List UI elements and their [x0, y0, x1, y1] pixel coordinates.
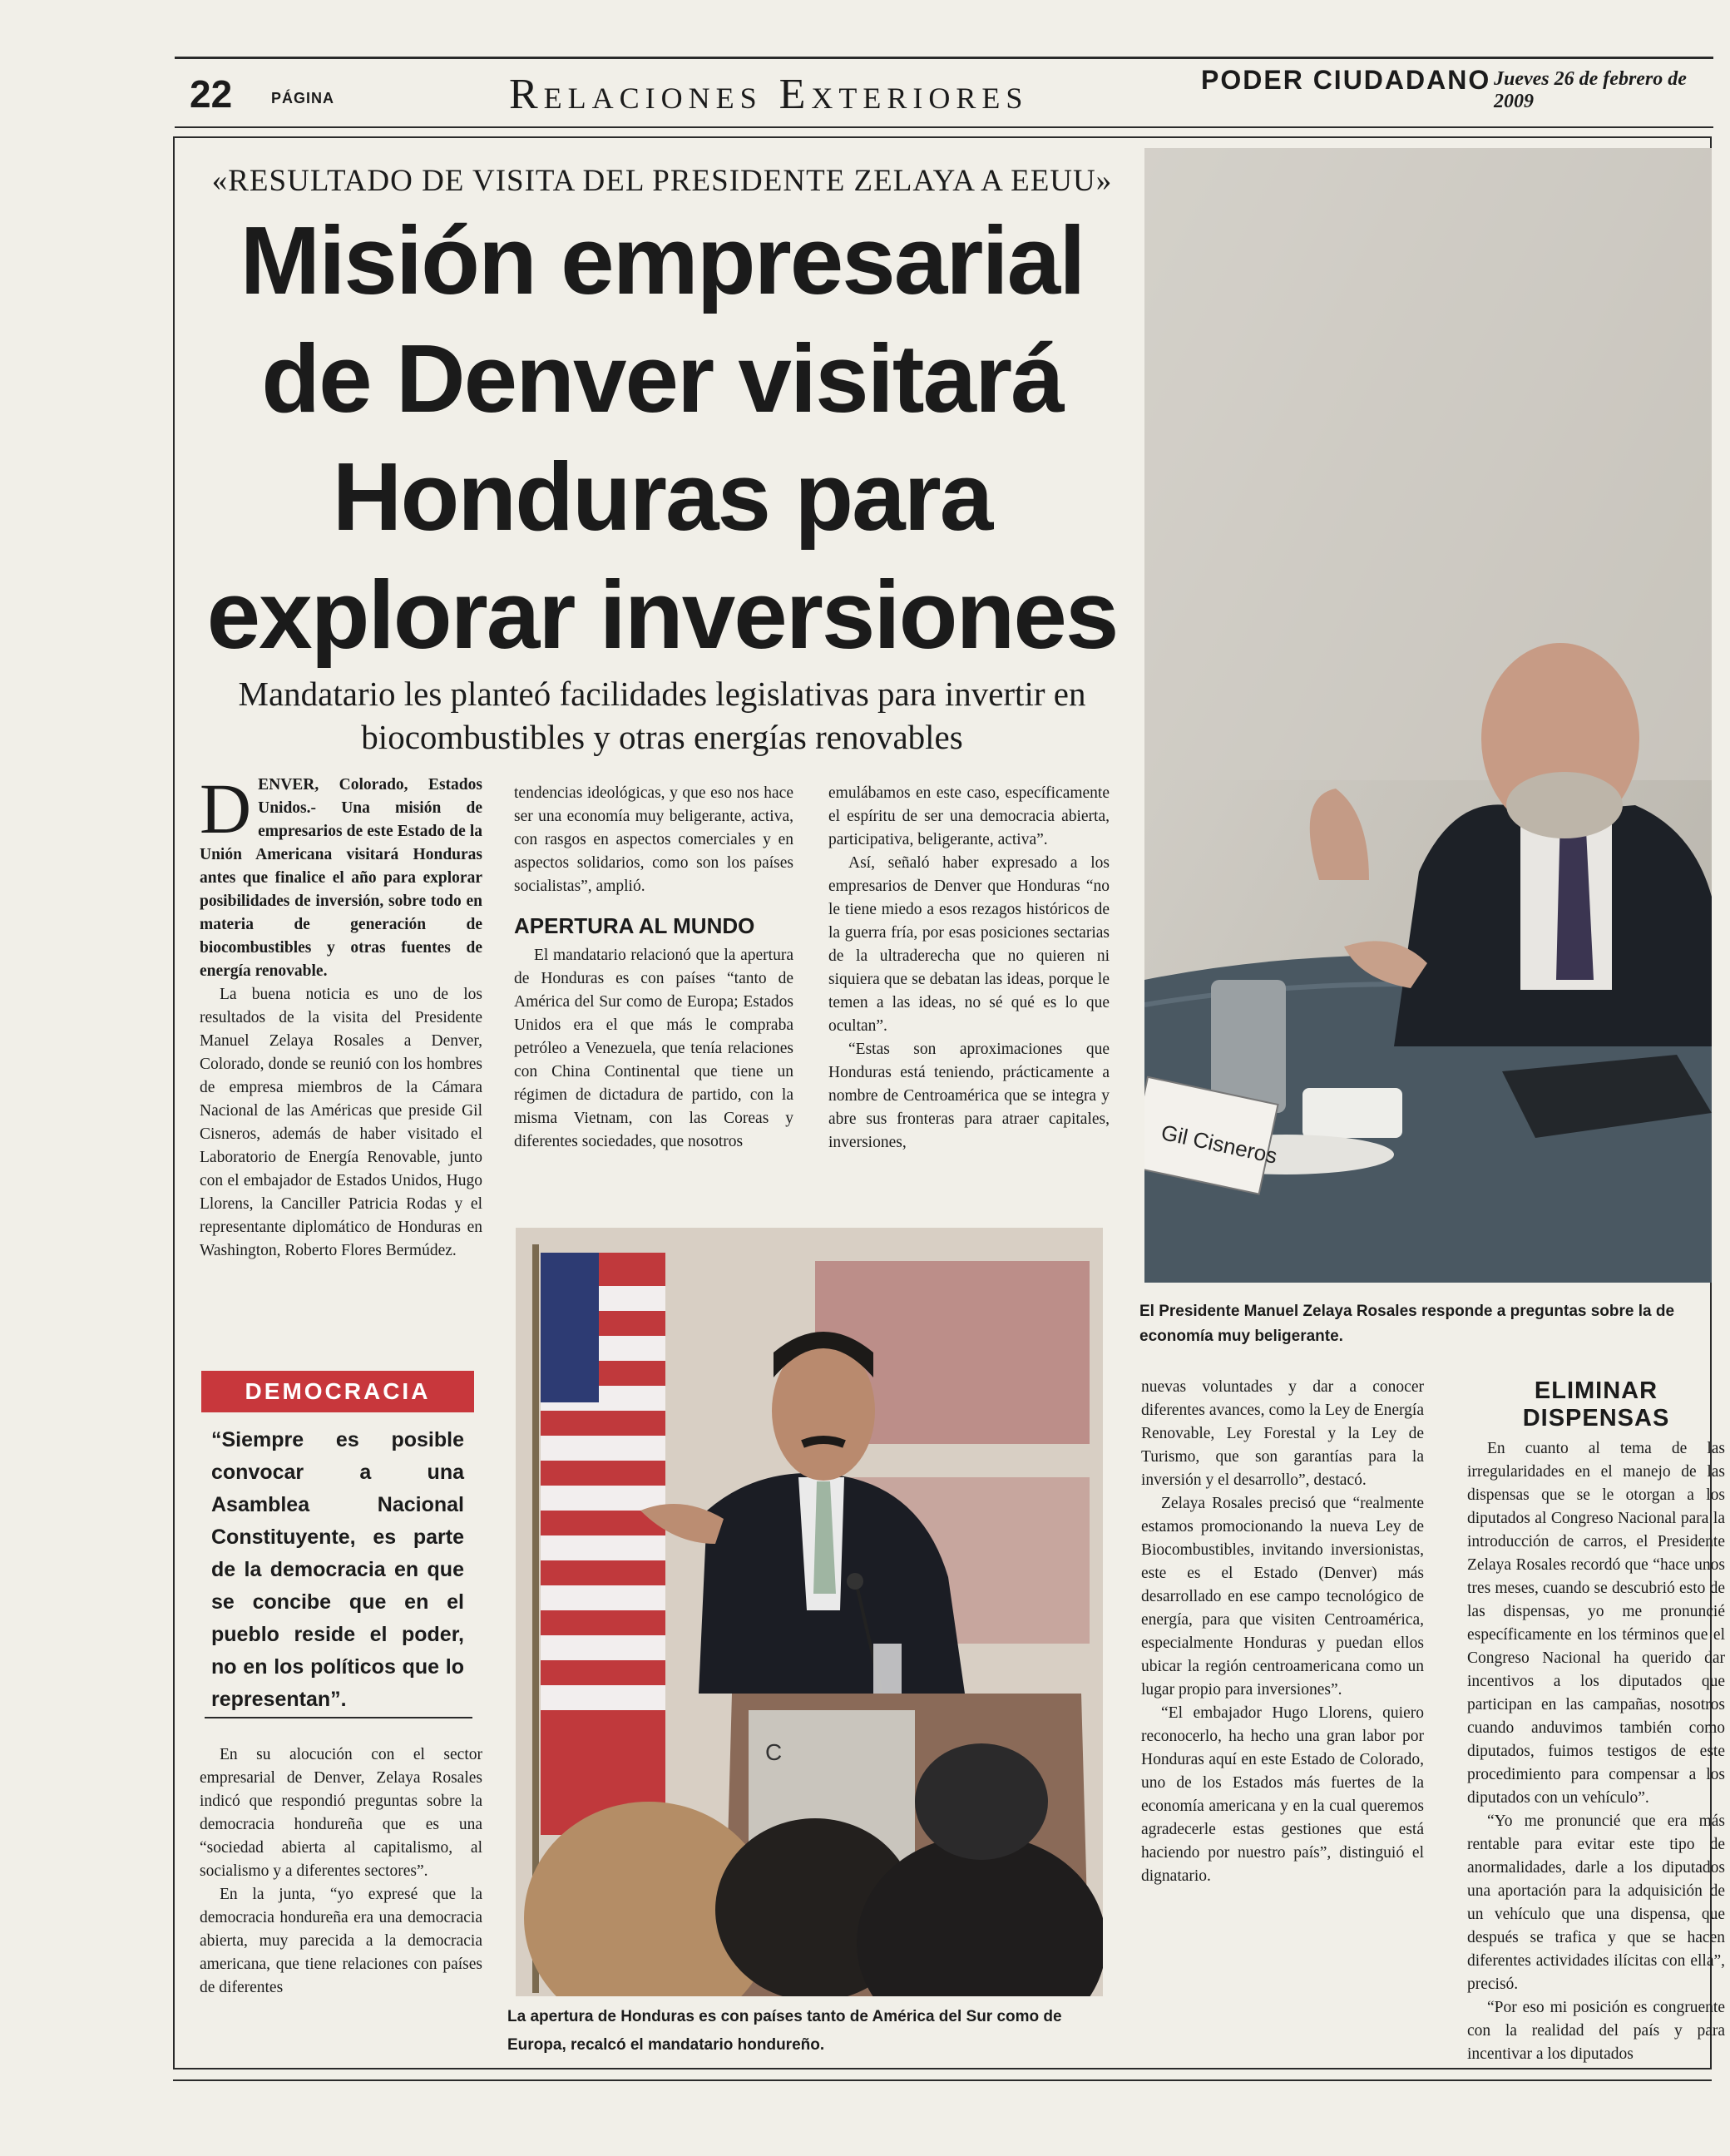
column-3	[828, 782, 1110, 1155]
subtitle-apertura: APERTURA AL MUNDO	[514, 913, 755, 938]
body-paragraph: “El embajador Hugo Llorens, quiero reconocerlo, ha hecho una gran labor por Honduras aquí en este Estado de Colorado, uno de los Estados más fuertes de la economía americana y en la cual queremos agradecerle estas gestiones que está haciendo por nuestro país”, distinguió el dignatario.	[1141, 1704, 1424, 1885]
lede-text: ENVER, Colorado, Estados Unidos.- Una misión de empresarios de este Estado de la Unión Americana visitará Honduras antes que finalice el año para explorar posibilidades de inversión, sobre todo en materia de generación de biocombustibles y otras fuentes de energía renovable.	[200, 776, 482, 980]
body-paragraph: El mandatario relacionó que la apertura de Honduras es con países “tanto de América del Sur como de Europa; Estados Unidos era el que más le compraba petróleo a Venezuela, que tenía relaciones con China Continental que tiene un régimen de dictadura de partido, con la misma Vietnam, con las Coreas y diferentes sociedades, que nosotros	[514, 947, 793, 1150]
body-paragraph: Así, señaló haber expresado a los empresarios de Denver que Honduras “no le tiene miedo a esos rezagos históricos de la guerra fría, por esas posiciones sectarias de la ultraderecha que no quieren ni siquiera que se debatan las ideas, porque le temen a las ideas, no sé qué es lo que ocultan”.	[828, 854, 1110, 1035]
body-paragraph: En cuanto al tema de las irregularidades en el manejo de las dispensas que se le otorgan a los diputados al Congreso Nacional para la introducción de carros, el Presidente Zelaya Rosales recordó que “hace unos tres meses, cuando se descubrió esto de las dispensas, yo me pronuncié específicamente en los términos que el Congreso Nacional ha querido dar incentivos a los diputados que participan en las campañas, nosotros cuando anduvimos también como diputados, fuimos testigos de este procedimiento para compensar a los diputados con un vehículo”.	[1467, 1440, 1725, 1807]
photo-seated-speaker	[1144, 148, 1712, 1283]
svg-text:C: C	[765, 1739, 783, 1765]
photo-caption-2: La apertura de Honduras es con países tanto de América del Sur como de Europa, recalcó el mandatario hondureño.	[507, 2008, 1062, 2054]
nameplate-text: Gil Cisneros	[1159, 1119, 1280, 1169]
article-subhead: Mandatario les planteó facilidades legislativas para invertir en biocombustibles y otras energías renovables	[238, 675, 1086, 756]
body-paragraph: emulábamos en este caso, específicamente el espíritu de ser una democracia abierta, participativa, beligerante, activa”.	[828, 784, 1110, 848]
body-paragraph: En la junta, “yo expresé que la democracia hondureña era una democracia abierta, muy parecida a la democracia americana, que tiene relaciones con países de diferentes	[200, 1886, 482, 1996]
column-5	[1467, 1377, 1725, 2066]
democracia-label: DEMOCRACIA	[201, 1371, 474, 1412]
column-4	[1141, 1376, 1424, 1888]
issue-date: Jueves 26 de febrero de 2009	[1494, 68, 1687, 112]
drop-cap: D	[200, 769, 252, 848]
photo-caption-1: El Presidente Manuel Zelaya Rosales responde a preguntas sobre la de economía muy beligerante.	[1139, 1303, 1675, 1345]
section-title: Relaciones Exteriores	[509, 71, 1029, 118]
body-paragraph: “Por eso mi posición es congruente con la realidad del país y para incentivar a los diputados	[1467, 1999, 1725, 2063]
subtitle-eliminar: ELIMINAR DISPENSAS	[1522, 1377, 1670, 1432]
headline-line: Misión empresarial	[240, 206, 1085, 314]
body-paragraph: En su alocución con el sector empresarial de Denver, Zelaya Rosales indicó que respondió preguntas sobre la democracia hondureña que es una “sociedad abierta al capitalismo, al socialismo y a diferentes sectores”.	[200, 1746, 482, 1880]
body-paragraph: “Estas son aproximaciones que Honduras está teniendo, prácticamente a nombre de Centroamérica que se integra y abre sus fronteras para atraer capitales, inversiones,	[828, 1041, 1110, 1151]
headline-line: Honduras para	[332, 443, 992, 551]
photo-podium-speaker	[516, 1228, 1103, 1996]
body-paragraph: tendencias ideológicas, y que eso nos hace ser una economía muy beligerante, activa, con rasgos en aspectos comerciales y en aspectos solidarios, como son los países socialistas”, amplió.	[514, 784, 793, 895]
photo-seated-speaker-image	[1144, 148, 1712, 1283]
article-kicker: «RESULTADO DE VISITA DEL PRESIDENTE ZELAYA A EEUU»	[211, 164, 1113, 198]
column-1	[200, 769, 482, 1263]
footer-rule	[173, 2079, 1712, 2081]
body-paragraph: Zelaya Rosales precisó que “realmente estamos promocionando la nueva Ley de Biocombustibles, invitando inversionistas, este es el Estado (Denver) más desarrollado en ese campo tecnológico de energía, para que visiten Centroamérica, especialmente Honduras y puedan ellos ubicar la región centroamericana como un lugar propio para inversiones”.	[1141, 1495, 1424, 1699]
article-headline	[193, 201, 1131, 674]
header-bottom-rule	[175, 126, 1713, 128]
column-2	[514, 782, 793, 1154]
pull-quote: “Siempre es posible convocar a una Asamblea Nacional Constituyente, es parte de la democracia en que se concibe que en el pueblo reside el poder, no en los políticos que lo representan”.	[211, 1428, 464, 1711]
newspaper-name: PODER CIUDADANO	[1201, 65, 1491, 95]
header-top-rule	[175, 57, 1713, 59]
headline-line: explorar inversiones	[206, 561, 1118, 669]
body-paragraph: nuevas voluntades y dar a conocer diferentes avances, como la Ley de Energía Renovable, Ley Forestal y la Ley de Turismo, que son garantías para la inversión y el desarrollo”, destacó.	[1141, 1378, 1424, 1489]
page-number: 22	[190, 72, 233, 116]
lede-paragraph	[200, 769, 482, 983]
body-paragraph: “Yo me pronuncié que era más rentable para evitar este tipo de anormalidades, darle a los diputados una aportación para la adquisición de un vehículo que una dispensa, que después se trafica y que se hacen diferentes actividades ilícitas con ella”, precisó.	[1467, 1812, 1725, 1993]
page-label: PÁGINA	[271, 90, 335, 106]
pull-quote-rule	[205, 1717, 472, 1718]
column-1-continued	[200, 1743, 482, 2000]
body-paragraph: La buena noticia es uno de los resultados de la visita del Presidente Manuel Zelaya Rosales a Denver, Colorado, donde se reunió con los hombres de empresa miembros de la Cámara Nacional de las Américas que preside Gil Cisneros, además de haber visitado el Laboratorio de Energía Renovable, junto con el embajador de Estados Unidos, Hugo Llorens, la Canciller Patricia Rodas y el representante diplomático de Honduras en Washington, Roberto Flores Bermúdez.	[200, 986, 482, 1259]
photo-podium-speaker-image	[516, 1228, 1103, 1996]
headline-line: de Denver visitará	[261, 324, 1063, 433]
